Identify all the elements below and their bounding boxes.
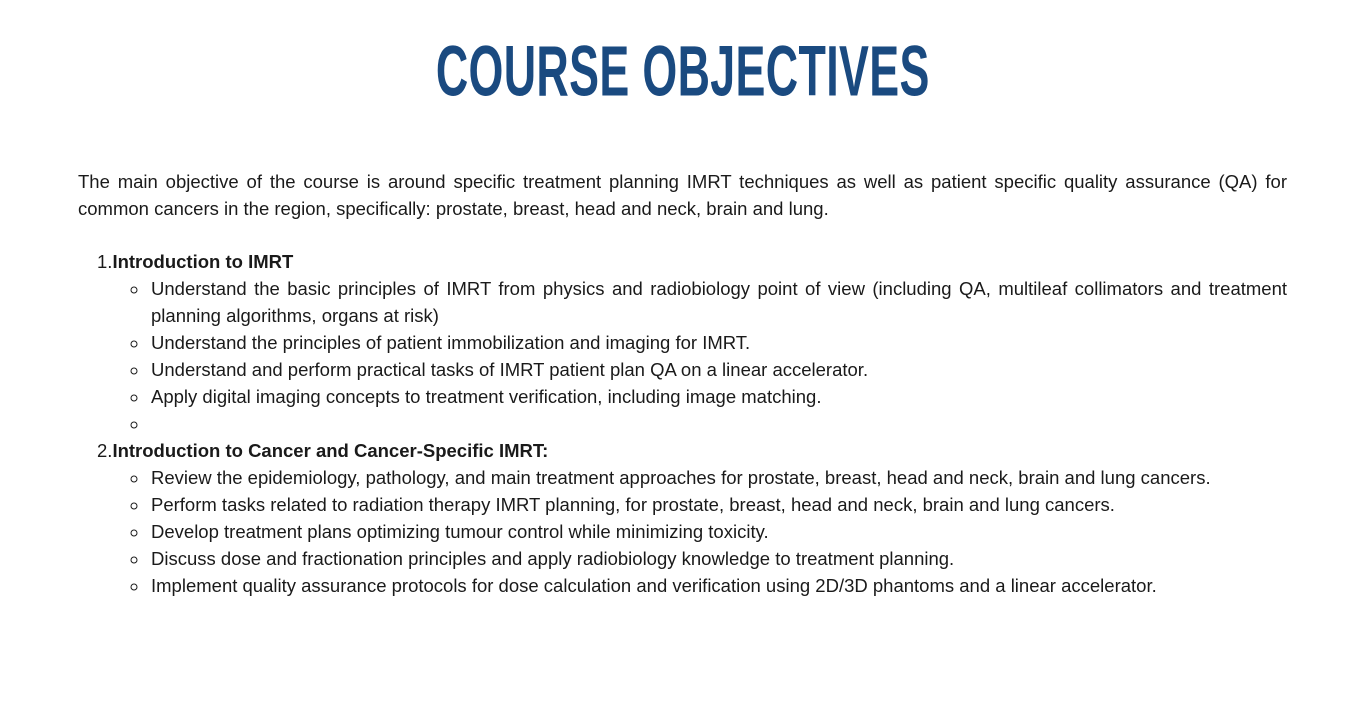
bullet-item: ◦ Understand the basic principles of IMRT from physics and radiobiology point of view (including QA, multileaf collimators and treatment planning algorithms, organs at risk) [149, 275, 1287, 329]
bullet-item: ◦ Apply digital imaging concepts to treatment verification, including image matching. [149, 383, 1287, 410]
objective-number: 2. [97, 440, 113, 461]
bullet-item-empty [149, 410, 1287, 437]
objectives-list [78, 248, 1287, 599]
bullet-item: ◦ Implement quality assurance protocols for dose calculation and verification using 2D/3D phantoms and a linear accelerator. [149, 572, 1287, 599]
bullet-item: ◦ Review the epidemiology, pathology, and main treatment approaches for prostate, breast, head and neck, brain and lung cancers. [149, 464, 1287, 491]
bullet-item: ◦ Perform tasks related to radiation therapy IMRT planning, for prostate, breast, head and neck, brain and lung cancers. [149, 491, 1287, 518]
page-title: COURSE OBJECTIVES [435, 30, 930, 112]
bullet-list-1 [97, 275, 1287, 437]
title-container [78, 28, 1287, 114]
objective-heading-line [97, 437, 1287, 464]
bullet-item: ◦ Understand the principles of patient immobilization and imaging for IMRT. [149, 329, 1287, 356]
objective-heading-line [97, 248, 1287, 275]
intro-paragraph: The main objective of the course is around specific treatment planning IMRT techniques as well as patient specific quality assurance (QA) for common cancers in the region, specifically: prostate, breast, head and neck, brain and lung. [78, 171, 1287, 219]
bullet-list-2 [97, 464, 1287, 599]
objective-heading: Introduction to Cancer and Cancer-Specific IMRT: [112, 440, 549, 461]
bullet-item: ◦ Understand and perform practical tasks of IMRT patient plan QA on a linear accelerator. [149, 356, 1287, 383]
bullet-item: ◦ Develop treatment plans optimizing tumour control while minimizing toxicity. [149, 518, 1287, 545]
objective-heading: Introduction to IMRT [112, 251, 294, 272]
objective-number: 1. [97, 251, 113, 272]
objective-item-1 [78, 248, 1287, 437]
objective-item-2 [78, 437, 1287, 599]
bullet-item: ◦ Discuss dose and fractionation principles and apply radiobiology knowledge to treatment planning. [149, 545, 1287, 572]
